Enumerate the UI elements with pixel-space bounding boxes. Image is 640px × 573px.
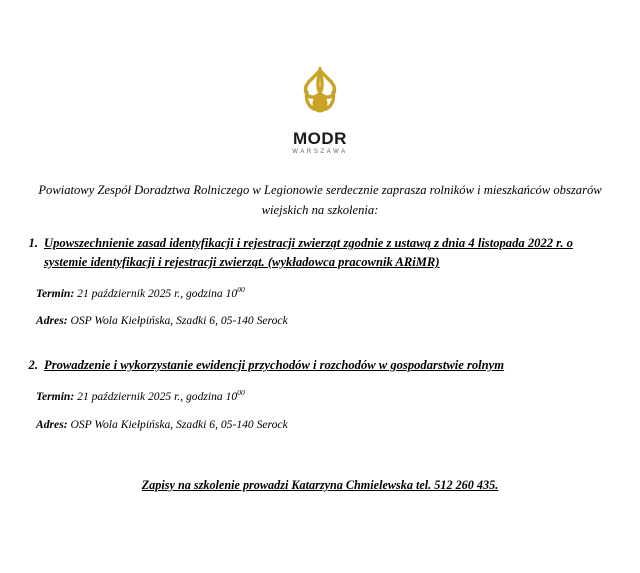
training-item-1-address-label: Adres: (36, 314, 68, 328)
training-item-2-term-sup: 00 (237, 388, 245, 398)
training-item-2-term-label: Termin: (36, 390, 75, 404)
intro-paragraph: Powiatowy Zespół Doradztwa Rolniczego w Legionowie serdecznie zaprasza rolników i mieszkańców obszarów wiejskich na szkolenia: (38, 183, 602, 217)
training-item-2 (22, 356, 618, 375)
training-item-1 (22, 234, 618, 272)
training-item-1-term-sup: 00 (237, 284, 245, 294)
logo-title: MODR (293, 129, 347, 148)
training-item-1-term (22, 285, 618, 303)
training-item-1-number: 1. (28, 236, 38, 251)
training-item-2-term-value: 21 październik 2025 r., godzina 10 (77, 390, 238, 404)
training-item-2-term (22, 388, 618, 406)
document-page (0, 62, 640, 573)
trinity-knot-icon (293, 62, 347, 128)
training-item-1-title: Upowszechnienie zasad identyfikacji i rejestracji zwierząt zgodnie z ustawą z dnia 4 listopada 2022 r. o systemie identyfikacji i rejestracji zwierząt. (wykładowca pracownik ARiMR) (44, 236, 573, 269)
training-item-2-number: 2. (28, 358, 38, 373)
logo-subtitle: WARSZAWA (292, 149, 348, 155)
training-item-2-address (22, 417, 618, 434)
training-item-1-address-value: OSP Wola Kiełpińska, Szadki 6, 05-140 Serock (70, 314, 288, 328)
training-item-2-address-value: OSP Wola Kiełpińska, Szadki 6, 05-140 Serock (70, 417, 288, 431)
training-item-2-title: Prowadzenie i wykorzystanie ewidencji przychodów i rozchodów w gospodarstwie rolnym (44, 358, 505, 373)
modr-logo (22, 62, 618, 155)
signup-footer: Zapisy na szkolenie prowadzi Katarzyna Chmielewska tel. 512 260 435. (141, 477, 499, 492)
training-item-1-term-value: 21 październik 2025 r., godzina 10 (77, 286, 238, 300)
training-item-1-address (22, 313, 618, 330)
training-item-2-address-label: Adres: (36, 417, 68, 431)
training-item-1-term-label: Termin: (36, 286, 75, 300)
